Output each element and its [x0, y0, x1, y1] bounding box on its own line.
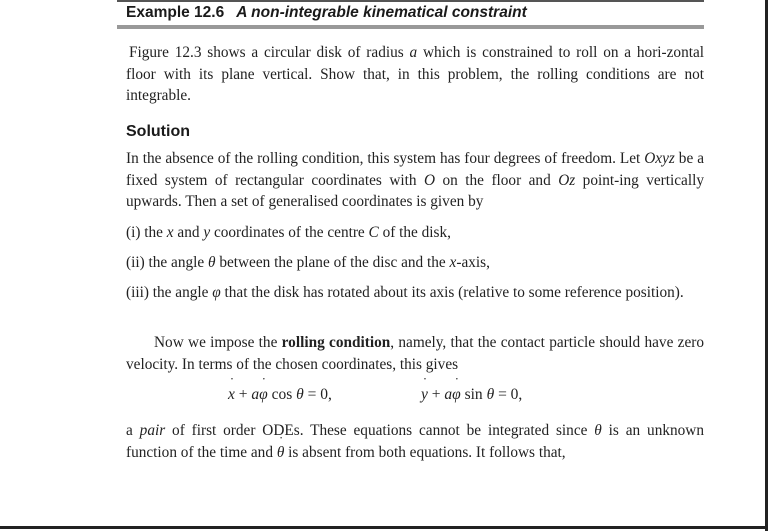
- page-top-border: [117, 0, 704, 2]
- solution-paragraph-2: Now we impose the rolling condition, namely, that the contact particle should have zero velocity. In terms of the chosen coordinates, this gives: [126, 334, 704, 373]
- coordinate-item-1: (i) the x and y coordinates of the centre C of the disk,: [126, 224, 451, 241]
- example-header: [126, 4, 704, 22]
- solution-paragraph-3: a pair of first order ODEs. These equations cannot be integrated since θ is an unknown function of the time and θ ˙ is absent from both equations. It follows that,: [126, 420, 704, 463]
- page-bottom-border: [0, 526, 768, 529]
- rolling-equation-1: x ˙ + aφ ˙ cos θ = 0,: [228, 386, 332, 404]
- coordinate-item-3: (iii) the angle φ that the disk has rotated about its axis (relative to some reference position).: [126, 284, 684, 301]
- coordinate-item-2: (ii) the angle θ between the plane of the disc and the x-axis,: [126, 254, 490, 271]
- rolling-condition-term: rolling condition: [281, 334, 391, 351]
- header-rule: [117, 25, 704, 29]
- example-title: A non-integrable kinematical constraint: [236, 4, 527, 21]
- problem-statement: Figure 12.3 shows a circular disk of radius a which is constrained to roll on a hori-zontal floor with its plane vertical. Show that, in this problem, the rolling conditions are not integrable.: [126, 44, 705, 104]
- rolling-equation-2: y ˙ + aφ ˙ sin θ = 0,: [421, 386, 522, 404]
- example-number: Example 12.6: [126, 4, 225, 21]
- solution-paragraph-1: In the absence of the rolling condition, this system has four degrees of freedom. Let Oxyz be a fixed system of rectangular coordinates with O on the floor and Oz point-ing vertically upwards. Then a set of generalised coordinates is given by: [126, 150, 704, 210]
- solution-heading: Solution: [126, 123, 190, 140]
